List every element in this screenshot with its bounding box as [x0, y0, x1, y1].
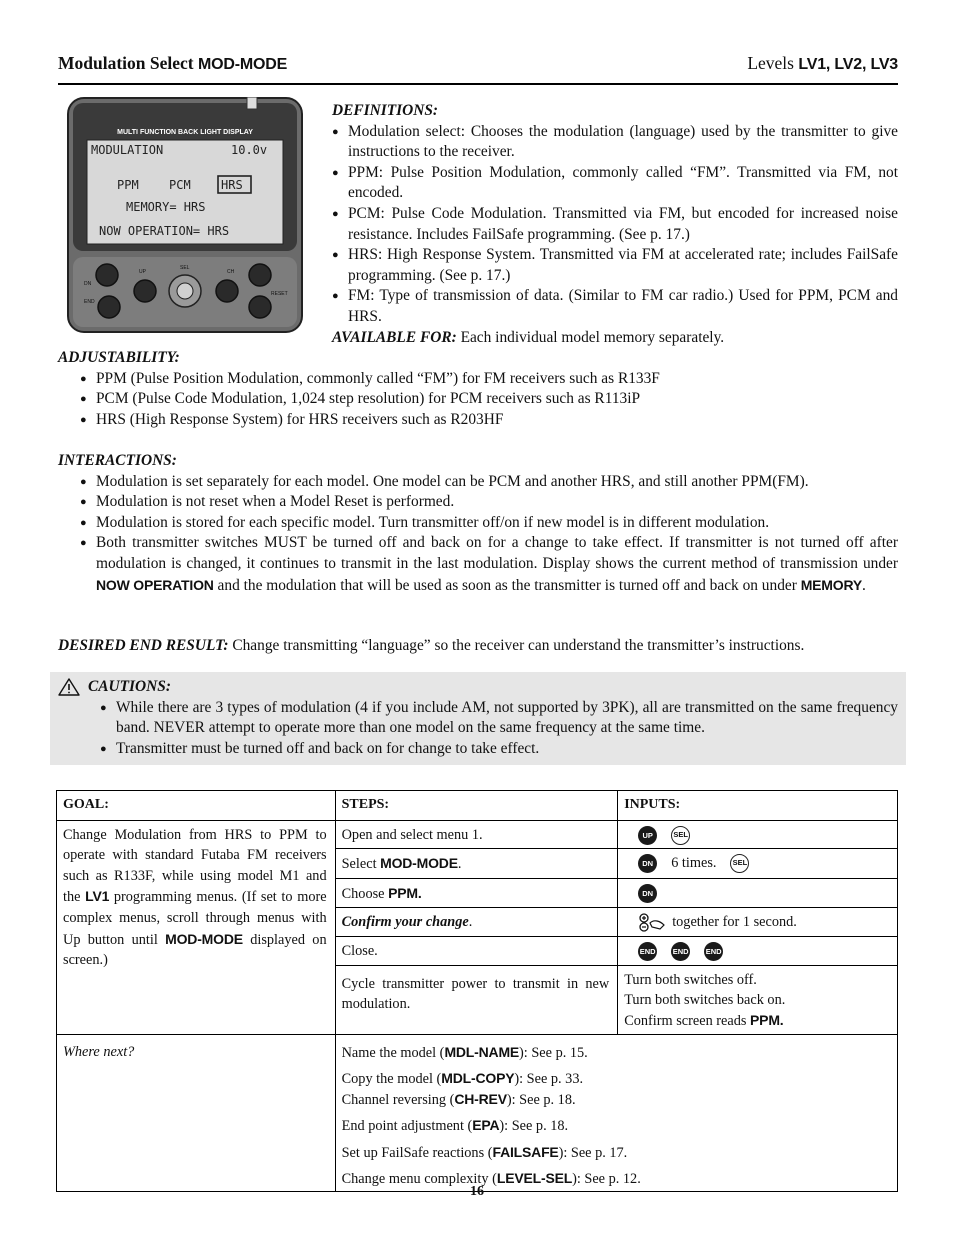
where-code: CH-REV	[454, 1091, 507, 1108]
input-text: Turn both switches back on.	[624, 991, 786, 1008]
right-button-icon	[216, 280, 238, 302]
input-cell	[618, 937, 898, 966]
interactions-section	[58, 451, 898, 596]
caution-item: ● Transmitter must be turned off and back on for change to take effect.	[100, 739, 898, 760]
input-text: Turn both switches off.	[624, 971, 757, 988]
input-text-part: Confirm screen reads	[624, 1012, 751, 1029]
label-sel: SEL	[180, 265, 190, 271]
cautions-heading: CAUTIONS:	[88, 678, 171, 695]
warning-icon	[58, 678, 80, 696]
goal-cell	[57, 820, 336, 1034]
label-up: UP	[139, 269, 146, 275]
lcd-opt-ppm: PPM	[117, 178, 139, 192]
where-text: Copy the model (	[341, 1070, 442, 1087]
label-ch: CH	[227, 269, 235, 275]
cautions-box	[50, 672, 906, 765]
interactions-text: and the modulation that will be used as soon as the transmitter is turned off and back on under	[213, 576, 801, 594]
definitions-section	[332, 101, 898, 348]
inputs-header: INPUTS:	[618, 791, 898, 821]
desired-label: DESIRED END RESULT:	[58, 637, 229, 654]
levels-indicator	[747, 53, 898, 76]
left-button-icon	[134, 280, 156, 302]
desired-end-result	[58, 636, 898, 657]
desired-text: Change transmitting “language” so the receiver can understand the transmitter’s instructions.	[228, 637, 805, 654]
interactions-item	[80, 533, 898, 596]
input-cell	[618, 820, 898, 849]
step-cell: Cycle transmitter power to transmit in new modulation.	[335, 965, 618, 1034]
step-code: MOD-MODE	[380, 855, 458, 872]
steps-header: STEPS:	[335, 791, 618, 821]
step-text-italic: Confirm your change	[341, 914, 469, 931]
input-cell	[618, 908, 898, 937]
cautions-header	[58, 677, 898, 698]
where-text: Set up FailSafe reactions (	[341, 1144, 493, 1161]
adjustability-section	[58, 348, 898, 430]
step-text: .	[457, 856, 462, 873]
section-title	[58, 53, 287, 76]
input-cell	[618, 878, 898, 908]
available-for-text: Each individual model memory separately.	[456, 328, 725, 346]
title-code: MOD-MODE	[198, 56, 288, 73]
interactions-item: ● Modulation is not reset when a Model Reset is performed.	[80, 492, 898, 513]
step-cell	[335, 908, 618, 937]
end-button-icon	[98, 296, 120, 318]
where-next-label: Where next?	[57, 1034, 336, 1192]
goal-code-modmode: MOD-MODE	[165, 930, 243, 947]
step-cell: Close.	[335, 937, 618, 966]
press-together-icon	[638, 913, 666, 933]
adjustability-item: ● PPM (Pulse Position Modulation, commonly called “FM”) for FM receivers such as R133F	[80, 369, 898, 390]
available-for	[332, 328, 898, 349]
label-dn: DN	[84, 281, 92, 287]
where-text: ): See p. 18.	[499, 1118, 569, 1135]
lcd-line1-right: 10.0v	[231, 143, 268, 157]
where-next-list	[335, 1034, 897, 1192]
goal-text: programming menus. (If set to more complex menus, scroll through menus with Up button until	[63, 889, 327, 948]
end-button-icon: END	[671, 942, 690, 961]
interactions-text: .	[861, 576, 866, 594]
where-next-item	[342, 1068, 889, 1090]
levels-code: LV1, LV2, LV3	[798, 56, 898, 73]
step-cell	[335, 878, 618, 908]
adjustability-item: ● PCM (Pulse Code Modulation, 1,024 step resolution) for PCM receivers such as R113iP	[80, 389, 898, 410]
ch-button-icon	[249, 264, 271, 286]
where-text: ): See p. 33.	[514, 1070, 584, 1087]
where-code: FAILSAFE	[492, 1143, 559, 1160]
table-header-row	[57, 791, 898, 821]
step-cell: Open and select menu 1.	[335, 820, 618, 849]
where-text: Channel reversing (	[341, 1092, 455, 1109]
goal-text: Change Modulation from HRS to PPM to operate with standard Futaba FM receivers such as R133F, while using model M1 and the	[63, 826, 327, 906]
where-code: EPA	[472, 1117, 500, 1134]
table-row	[57, 1034, 898, 1192]
end-button-icon: END	[704, 942, 723, 961]
interactions-item: ● Modulation is set separately for each model. One model can be PCM and another HRS, and still another PPM(FM).	[80, 472, 898, 493]
caution-item: ● While there are 3 types of modulation (4 if you include AM, not supported by 3PK), all are transmitted on the same frequency band. NEVER attempt to operate more than one model on the same frequency at the same time.	[100, 698, 898, 739]
interactions-heading: INTERACTIONS:	[58, 452, 177, 469]
goal-header: GOAL:	[57, 791, 336, 821]
transmitter-display-illustration	[67, 97, 303, 333]
label-reset: RESET	[271, 291, 288, 297]
input-text: together for 1 second.	[672, 914, 797, 931]
where-code: LEVEL-SEL	[496, 1169, 573, 1186]
step-code: PPM.	[388, 884, 422, 901]
definition-item: ● FM: Type of transmission of data. (Similar to FM car radio.) Used for PPM, PCM and HRS.	[332, 286, 898, 327]
label-end: END	[84, 299, 95, 305]
table-row	[57, 820, 898, 849]
where-text: ): See p. 15.	[519, 1044, 588, 1061]
levels-label: Levels	[747, 53, 794, 73]
where-text: End point adjustment (	[341, 1118, 473, 1135]
input-cell	[618, 849, 898, 879]
goal-text: displayed on screen.)	[63, 931, 327, 969]
menu-bar-text: MULTI FUNCTION BACK LIGHT DISPLAY	[117, 129, 253, 136]
goal-code-lv1: LV1	[85, 888, 110, 905]
title-text: Modulation Select	[58, 53, 194, 73]
definition-item: ● PPM: Pulse Position Modulation, commonly called “FM”. Transmitted via FM, not encoded.	[332, 163, 898, 204]
end-button-icon: END	[638, 942, 657, 961]
where-text: Name the model (	[341, 1044, 445, 1061]
where-text: ): See p. 17.	[558, 1144, 628, 1161]
sel-button-icon: SEL	[730, 854, 749, 873]
where-next-item	[342, 1089, 889, 1111]
lcd-line1-left: MODULATION	[91, 143, 164, 157]
step-cell	[335, 849, 618, 879]
memory-code: MEMORY	[800, 576, 862, 593]
interactions-text: Both transmitter switches MUST be turned off and back on for a change to take effect. If transmitter is not turned off after modulation is changed, it continues to transmit in the last modulation. Display shows the current method of transmission under	[96, 534, 898, 572]
page-number: 16	[470, 1184, 484, 1199]
lcd-opt-hrs: HRS	[221, 178, 243, 192]
definition-item: ● Modulation select: Chooses the modulation (language) used by the transmitter to give instructions to the receiver.	[332, 122, 898, 163]
step-text: .	[468, 914, 473, 931]
dn-button-icon: DN	[638, 884, 657, 903]
adjustability-heading: ADJUSTABILITY:	[58, 349, 180, 366]
lcd-memory-line: MEMORY= HRS	[126, 200, 206, 214]
where-text: ): See p. 12.	[572, 1170, 641, 1187]
up-button-icon: UP	[638, 826, 657, 845]
input-code: PPM.	[750, 1011, 784, 1028]
definition-item: ● HRS: High Response System. Transmitted via FM at accelerated rate; includes FailSafe programming. (See p. 17.)	[332, 245, 898, 286]
sel-button-icon: SEL	[671, 826, 690, 845]
input-text: 6 times.	[671, 855, 717, 872]
step-text: Select	[341, 856, 381, 873]
lcd-operation-line: NOW OPERATION= HRS	[99, 224, 230, 238]
where-next-item	[342, 1115, 889, 1137]
input-text	[624, 1010, 889, 1031]
where-next-item	[342, 1042, 889, 1064]
where-code: MDL-COPY	[441, 1069, 515, 1086]
definition-item: ● PCM: Pulse Code Modulation. Transmitted via FM, but encoded for increased noise resistance. Includes FailSafe programming. (See p. 17.)	[332, 204, 898, 245]
input-cell	[618, 965, 898, 1034]
step-text: Choose	[341, 885, 389, 902]
dn-button-icon: DN	[638, 854, 657, 873]
where-next-item	[342, 1142, 889, 1164]
adjustability-item: ● HRS (High Response System) for HRS receivers such as R203HF	[80, 410, 898, 431]
interactions-item: ● Modulation is stored for each specific model. Turn transmitter off/on if new model is in different modulation.	[80, 513, 898, 534]
up-button-icon	[96, 264, 118, 286]
where-code: MDL-NAME	[444, 1043, 520, 1060]
now-operation-code: NOW OPERATION	[96, 576, 214, 593]
lcd-opt-pcm: PCM	[169, 178, 191, 192]
definitions-heading: DEFINITIONS:	[332, 102, 439, 119]
procedure-table	[56, 790, 898, 1192]
available-for-label: AVAILABLE FOR:	[332, 328, 457, 346]
where-text: Change menu complexity (	[341, 1170, 497, 1187]
page-header	[58, 53, 898, 85]
reset-button-icon	[249, 296, 271, 318]
where-text: ): See p. 18.	[506, 1092, 576, 1109]
